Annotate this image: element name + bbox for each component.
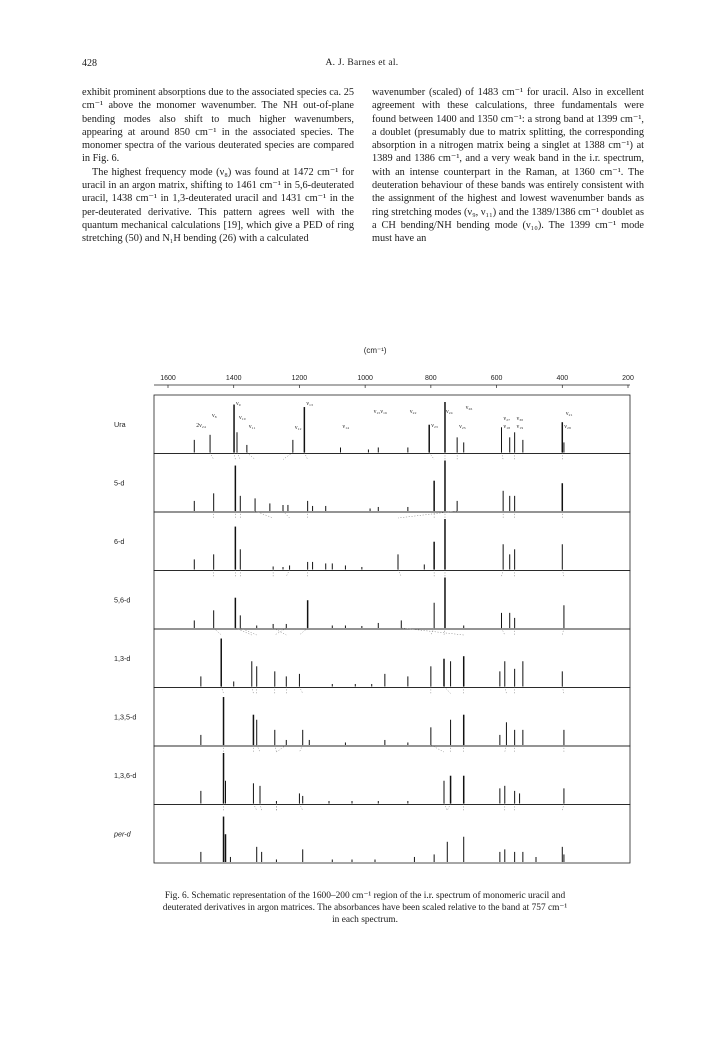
spectrum-panel [154, 395, 630, 454]
mode-label: ν₁₃ [306, 401, 314, 407]
mode-label: ν₂₆ [465, 405, 473, 411]
panel-label: 1,3,6-d [114, 771, 137, 781]
axis-unit-label: (cm⁻¹) [363, 346, 387, 355]
mode-label: ν₃₀ [516, 416, 524, 422]
figure-spectra [108, 345, 636, 880]
spectrum-panel [154, 512, 630, 571]
mode-label: ν₁₀ [239, 415, 246, 421]
caption-line-3: in each spectrum. [332, 915, 398, 925]
mode-label: ν₂₇ [503, 416, 511, 422]
mode-label: ν₂₂ [409, 409, 417, 415]
panel-label: 1,3-d [114, 654, 131, 664]
mode-label: 2ν₂₄ [196, 423, 206, 429]
text-column-left [82, 86, 354, 246]
spectrum-panel [154, 571, 630, 630]
paragraph: wavenumber (scaled) of 1483 cm⁻¹ for uracil. Also in excellent agreement with these calculations, three fundamentals were found between 1400 and 1350 cm⁻¹: a strong band at 1399 cm⁻¹, a doublet (presumably due to matrix splitting, the corresponding absorption in a nitrogen matrix being a singlet at 1388 cm⁻¹) at 1389 and 1386 cm⁻¹, and a very weak band in the i.r. spectrum, with an intense counterpart in the Raman, at 1360 cm⁻¹. The deuteration behaviour of these bands was entirely consistent with the assignment of the highest and lowest wavenumber bands as ring stretching modes (ν₉, ν₁₁) and the 1389/1386 cm⁻¹ doublet as a CH bending/NH bending mode (ν₁₀). The 1399 cm⁻¹ mode must have an [372, 87, 644, 245]
axis-tick-label: 600 [490, 375, 503, 382]
mode-label: ν₁₅ν₁₆ [373, 409, 388, 415]
panel-label: Ura [114, 420, 126, 430]
mode-label: ν₂₁ [565, 411, 573, 417]
mode-label: ν₁₉ [516, 424, 524, 430]
panel-label: 5-d [114, 478, 125, 488]
spectrum-panel [154, 688, 630, 747]
axis-tick-label: 1200 [291, 375, 308, 382]
axis-tick-label: 400 [556, 375, 569, 382]
mode-label: ν₉ [236, 401, 241, 407]
text-column-right [372, 86, 644, 246]
page-number: 428 [82, 58, 97, 69]
axis-tick-label: 800 [425, 375, 437, 382]
caption-line-1: Fig. 6. Schematic representation of the 1600–200 cm⁻¹ region of the i.r. spectrum of monomeric uracil and [164, 891, 566, 901]
panel-label: 6-d [114, 537, 125, 547]
mode-label: ν₁₂ [294, 425, 302, 431]
panel-label: 5,6-d [114, 595, 131, 605]
running-head: A. J. Barnes et al. [325, 58, 399, 68]
figure-caption [120, 890, 610, 926]
axis-tick-label: 1600 [160, 375, 176, 382]
paragraph: exhibit prominent absorptions due to the associated species ca. 25 cm⁻¹ above the monomer wavenumber. The NH out-of-plane bending modes also shift to much higher wavenumbers, appearing at around 850 cm⁻¹ in the associated species. The monomer spectra of the various deuterated species are compared in Fig. 6. [82, 87, 354, 165]
mode-label: ν₂₈ [564, 424, 571, 430]
page-header [82, 58, 642, 74]
axis-tick-label: 1000 [357, 375, 373, 382]
axis-tick-label: 200 [622, 375, 634, 382]
panel-label: 1,3,5-d [114, 712, 137, 722]
paragraph: The highest frequency mode (ν₈) was found at 1472 cm⁻¹ for uracil in an argon matrix, shifting to 1461 cm⁻¹ in 5,6-deuterated uracil, 1438 cm⁻¹ in 1,3-deuterated uracil and 1431 cm⁻¹ in the per-deuterated derivative. This pattern agrees well with the quantum mechanical calculations [19], which give a PED of ring stretching (50) and N₁H bending (26) with a calculated [82, 166, 354, 245]
spectrum-panel [154, 454, 630, 513]
spectra-chart [108, 345, 636, 880]
caption-line-2: deuterated derivatives in argon matrices. The absorbances have been scaled relative to the band at 757 cm⁻¹ [162, 903, 568, 913]
axis-tick-label: 1400 [225, 375, 242, 382]
mode-label: ν₁₈ [503, 424, 511, 430]
spectrum-panel [154, 629, 630, 688]
panel-label: per-d [114, 829, 131, 839]
mode-label: ν₂₃ [431, 423, 438, 429]
mode-label: ν₂₅ [459, 424, 466, 430]
mode-label: ν₁₁ [248, 424, 256, 430]
mode-label: ν₂₄ [446, 409, 453, 415]
mode-label: ν₁₄ [342, 424, 350, 430]
mode-label: ν₈ [212, 413, 217, 419]
